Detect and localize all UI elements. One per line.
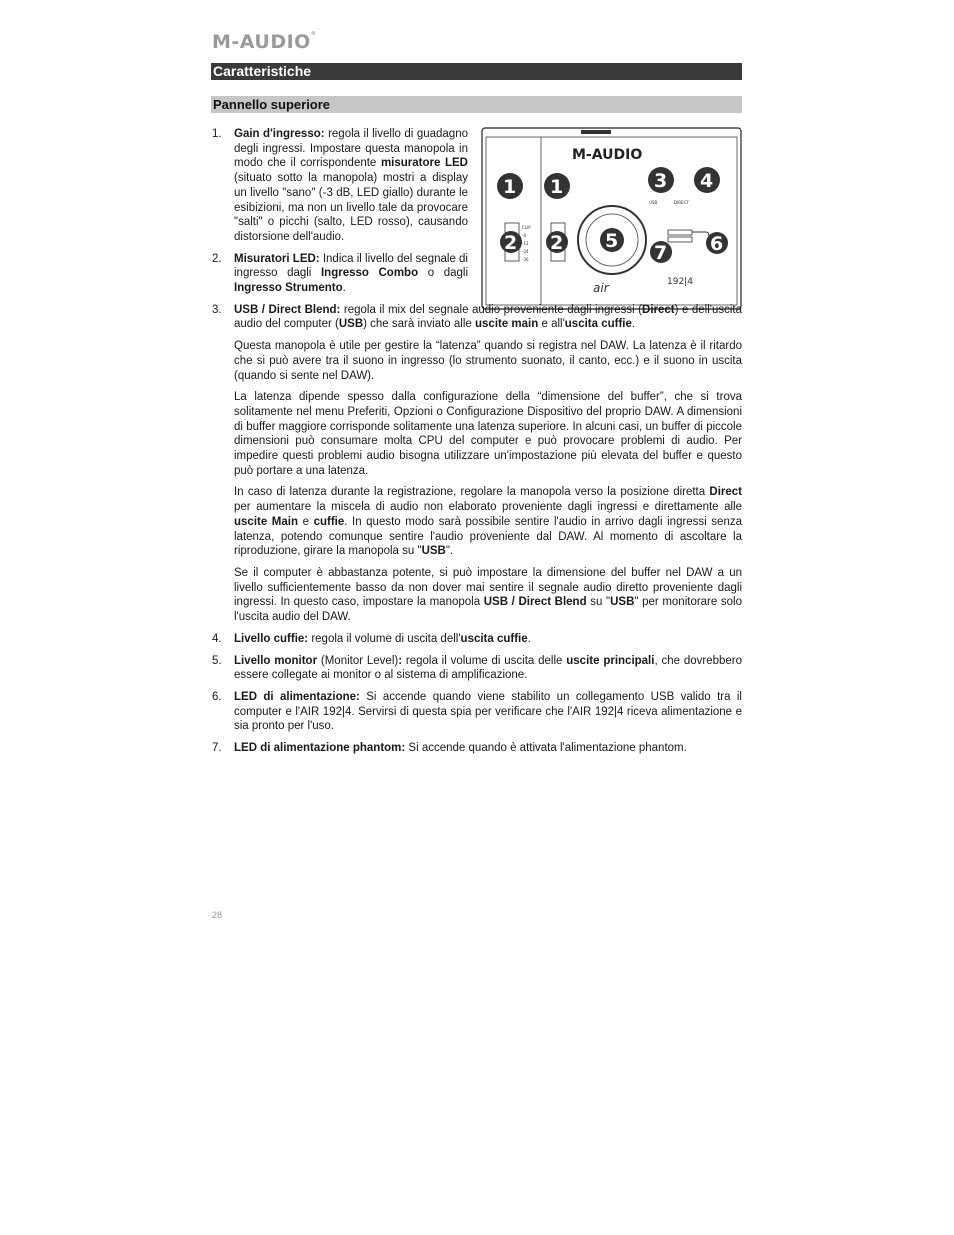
svg-text:-12: -12: [522, 241, 529, 246]
feature-list: [212, 127, 742, 763]
svg-text:DIRECT: DIRECT: [674, 200, 689, 205]
svg-text:-36: -36: [522, 257, 529, 262]
model-label: 192|4: [667, 277, 693, 287]
svg-text:CLIP: CLIP: [522, 225, 531, 230]
list-item: 4. Livello cuffie: regola il volume di uscita dell'uscita cuffie.: [212, 632, 531, 645]
svg-text:-6: -6: [522, 233, 526, 238]
list-item: 1. Gain d'ingresso: regola il livello di guadagno degli ingressi. Impostare questa manopola in modo che il corrispondente misuratore LED (situato sotto la manopola) mostri a display un livello "sano" (-3 dB, LED giallo) durante le esibizioni, ma non un livello tale da provocare "salti" o picchi (salto, LED rosso), causando distorsione dell'audio.: [212, 128, 468, 243]
list-item: 2. Misuratori LED: Indica il livello del segnale di ingresso dagli Ingresso Combo o dagli Ingresso Strumento.: [212, 252, 468, 295]
callout-6: 6: [710, 233, 724, 255]
device-brand-label: M-AUDIO: [572, 147, 643, 163]
section-subtitle: Pannello superiore: [211, 96, 742, 113]
callout-7: 7: [654, 242, 668, 264]
callout-2a: 2: [504, 232, 518, 254]
callout-2b: 2: [550, 232, 564, 254]
callout-1a: 1: [503, 176, 517, 198]
callout-1b: 1: [550, 176, 564, 198]
list-item: 5. Livello monitor (Monitor Level): regola il volume di uscita delle uscite principali, che dovrebbero essere collegate ai monitor o al sistema di amplificazione.: [212, 654, 743, 682]
callout-3: 3: [654, 170, 668, 192]
page-number: 28: [212, 910, 223, 920]
list-item: 6. LED di alimentazione: Si accende quando viene stabilito un collegamento USB valido tra il computer e l'AIR 192|4. Servirsi di questa spia per verificare che l'AIR 192|4 riceva alimentazione e sia pronto per l'uso.: [212, 690, 742, 733]
callout-4: 4: [700, 170, 714, 192]
callout-5: 5: [605, 230, 619, 252]
m-audio-logo: M-AUDIO®: [212, 31, 317, 53]
section-title: Caratteristiche: [211, 63, 742, 80]
svg-text:-24: -24: [522, 249, 529, 254]
list-item: 3. USB / Direct Blend: regola il mix del segnale audio proveniente dagli ingressi (Direct) e dell'uscita audio del computer (USB) che sarà inviato alle uscite main e all'uscita cuffie. Questa manopola è utile per gestire la “latenza” quando si registra nel DAW. La latenza è il ritardo che si può avere tra il suono in ingresso (lo strumento suonato, il canto, ecc.) e il suono in uscita (quando si sente nel DAW). La latenza dipende spesso dalla configurazione della “dimensione del buffer”, che si trova solitamente nel menu Preferiti, Opzioni o Configurazione Dispositivo del proprio DAW. A dimensioni di buffer maggiore corrisponde solitamente una latenza superiore. In alcuni casi, un buffer di piccole dimensioni può consumare molta CPU del computer e può provocare problemi di audio. Per impedire questi problemi audio bisogna utilizzare un'impostazione più elevata del buffer e questo può portare a una latenza. In caso di latenza durante la registrazione, regolare la manopola verso la posizione diretta Direct per aumentare la miscela di audio non elaborato proveniente dagli ingressi e direttamente alle uscite Main e cuffie. In questo modo sarà possibile sentire l'audio in arrivo dagli ingressi senza latenza, potendo comunque sentire l'audio proveniente dal DAW. Al momento di ascoltare la riproduzione, girare la manopola su "USB". Se il computer è abbastanza potente, si può impostare la dimensione del buffer nel DAW a un livello sufficientemente basso da non dover mai sentire il segnale audio diretto proveniente dagli ingressi. In questo caso, impostare la manopola USB / Direct Blend su "USB" per monitorare solo l'uscita audio del DAW.: [212, 303, 743, 624]
air-logo: air: [593, 281, 609, 295]
list-item: 7. LED di alimentazione phantom: Si accende quando è attivata l'alimentazione phantom.: [212, 742, 687, 755]
svg-text:USB: USB: [649, 200, 658, 205]
